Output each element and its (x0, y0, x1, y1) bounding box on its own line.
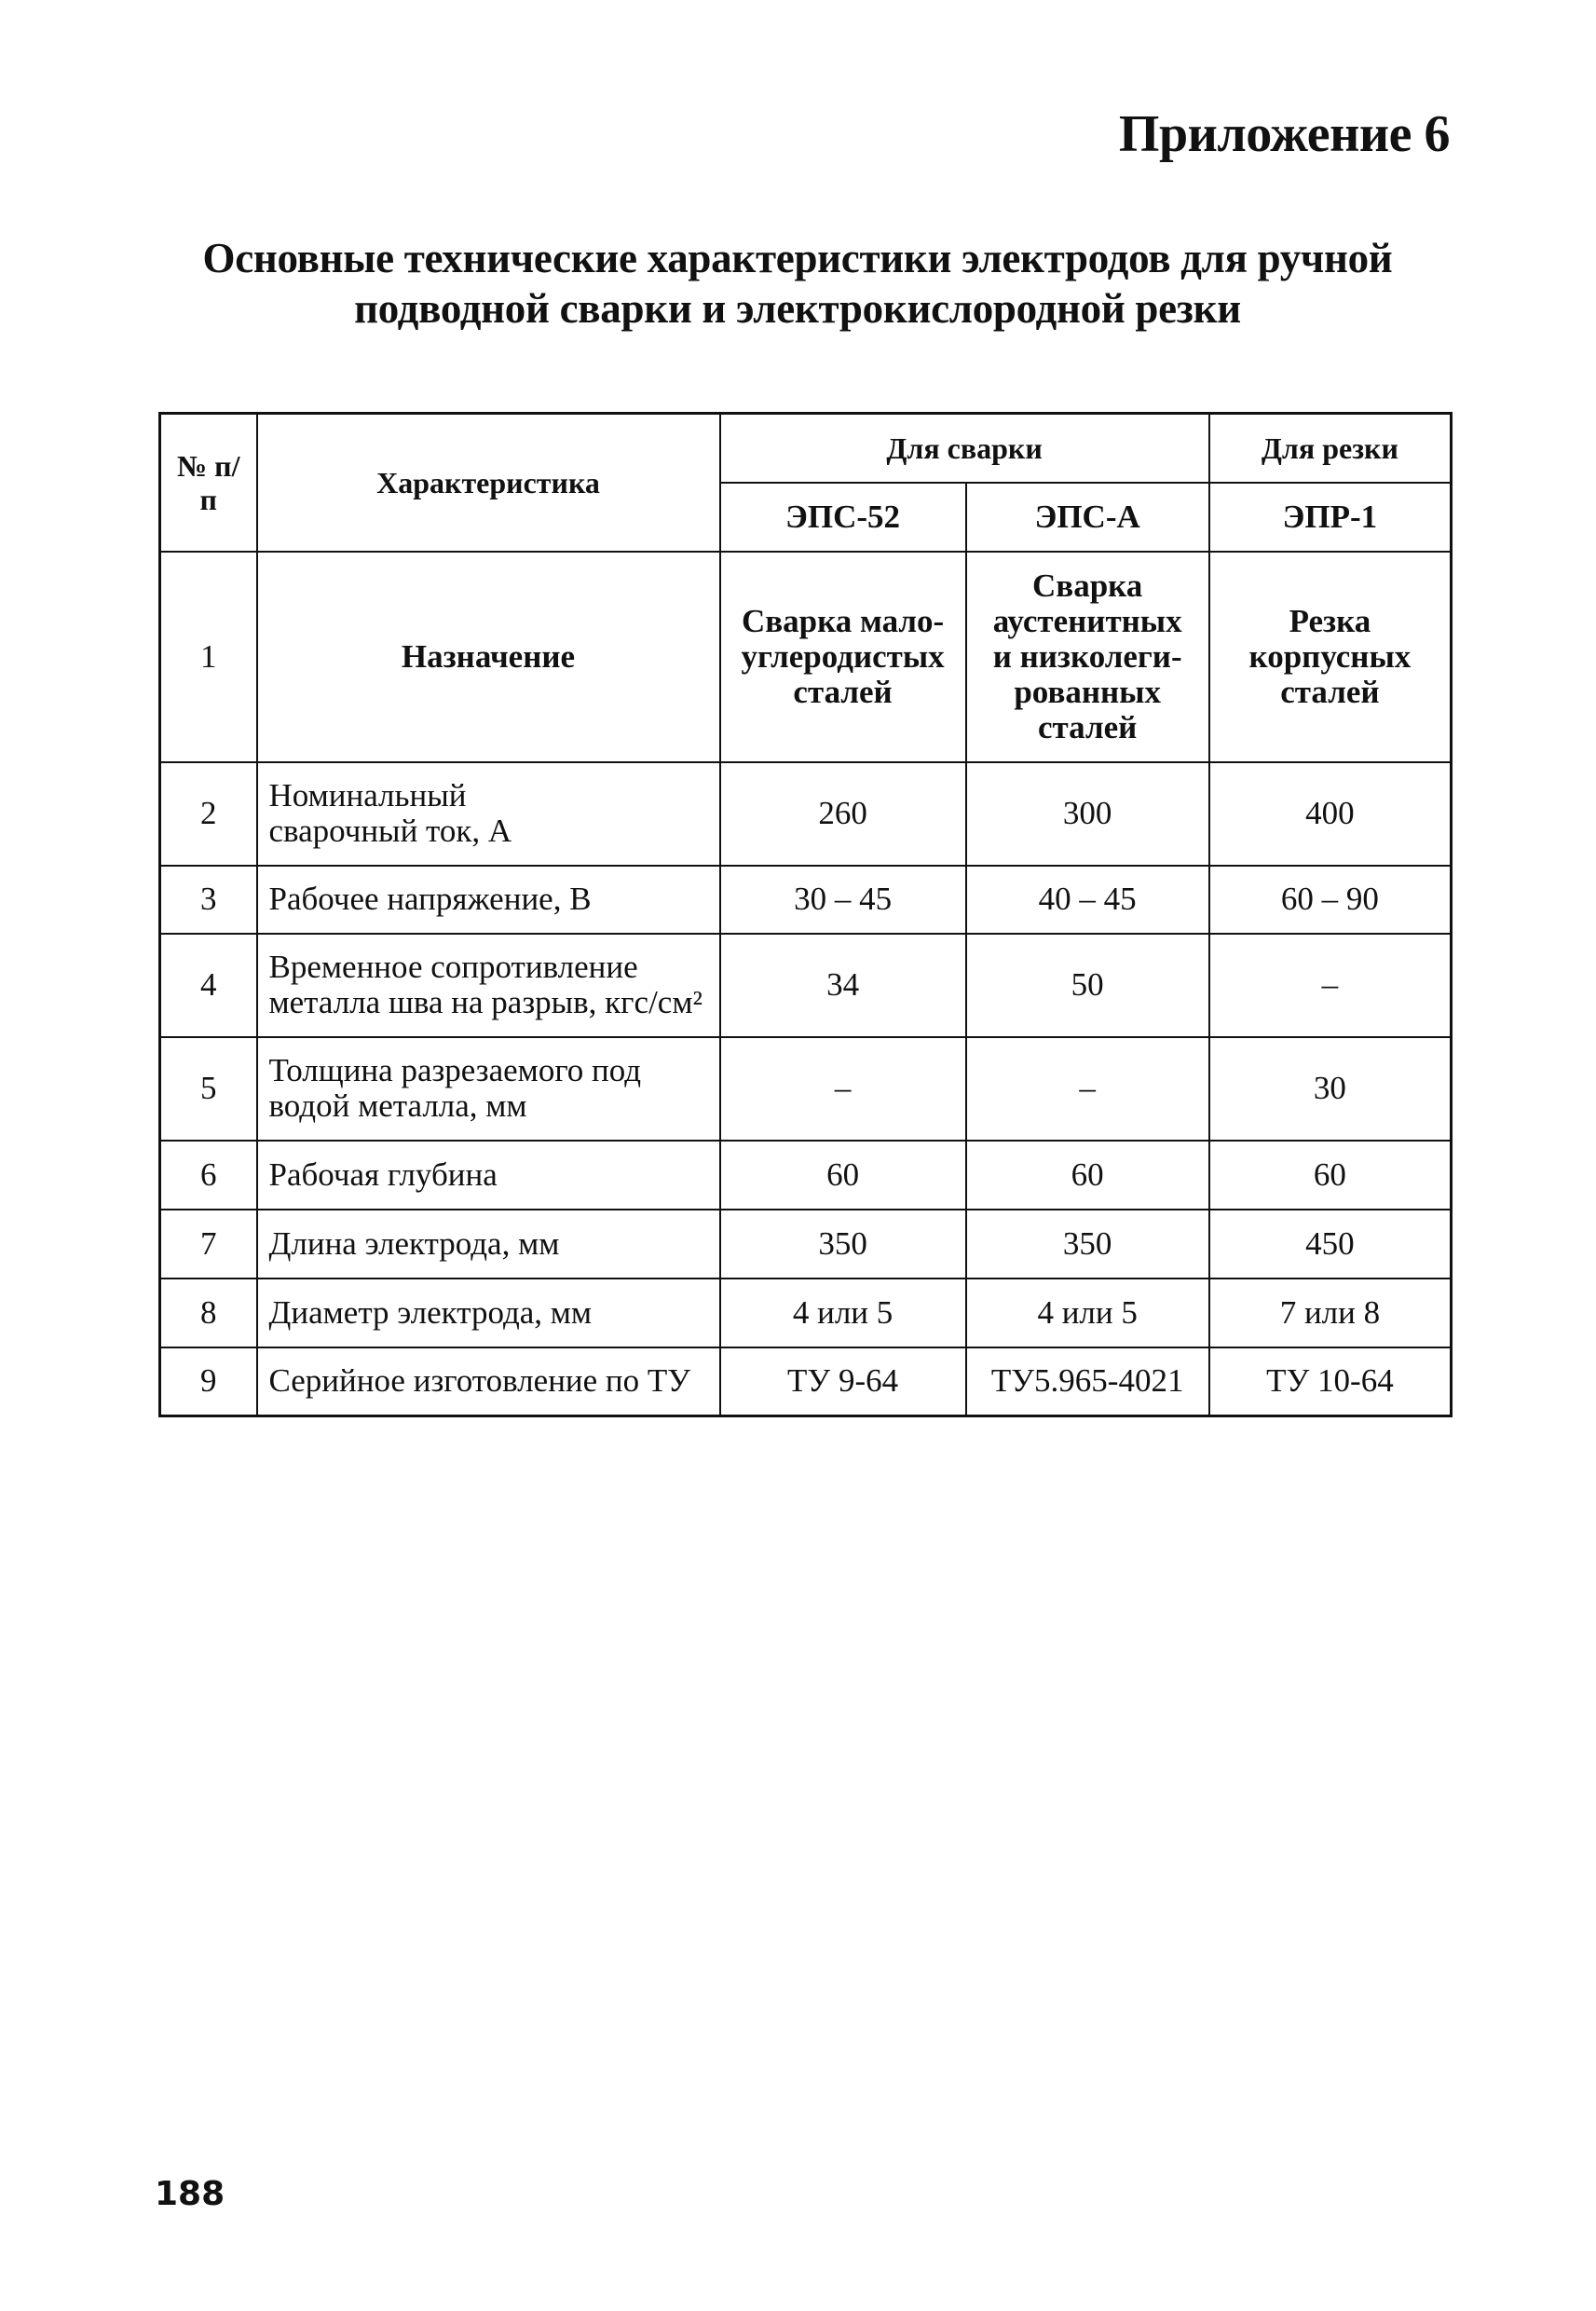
row-characteristic: Номинальный сварочный ток, А (257, 762, 720, 866)
row-num: 4 (160, 934, 257, 1037)
row-value-eps52: 350 (720, 1210, 966, 1279)
row-value-epr1: – (1209, 934, 1452, 1037)
page-number: 188 (155, 2175, 225, 2213)
row-value-epr1: 7 или 8 (1209, 1279, 1452, 1347)
row-value-epr1: 30 (1209, 1037, 1452, 1141)
row-value-epsa: – (966, 1037, 1209, 1141)
table-row (160, 1141, 1452, 1210)
electrode-spec-table (158, 412, 1453, 1417)
row-value-epsa: 60 (966, 1141, 1209, 1210)
table-row (160, 866, 1452, 934)
title-line-2: подводной сварки и электрокислородной резки (354, 285, 1241, 332)
row-value-epsa: 50 (966, 934, 1209, 1037)
row-num: 2 (160, 762, 257, 866)
row-characteristic: Серийное изготовление по ТУ (257, 1347, 720, 1416)
table-row (160, 1210, 1452, 1279)
title-line-1: Основные технические характеристики электродов для ручной (202, 235, 1393, 281)
row-value-epsa: ТУ5.965-4021 (966, 1347, 1209, 1416)
table-row (160, 762, 1452, 866)
document-title (80, 233, 1515, 334)
row-value-eps52: 260 (720, 762, 966, 866)
row-num: 7 (160, 1210, 257, 1279)
row-value-eps52: 30 – 45 (720, 866, 966, 934)
row-value-eps52: 4 или 5 (720, 1279, 966, 1347)
table-row (160, 1037, 1452, 1141)
row-value-epr1: Резка корпусных сталей (1209, 552, 1452, 762)
row-value-eps52: Сварка мало-углеродистых сталей (720, 552, 966, 762)
row-num: 1 (160, 552, 257, 762)
row-num: 9 (160, 1347, 257, 1416)
row-value-epr1: 450 (1209, 1210, 1452, 1279)
row-value-eps52: 34 (720, 934, 966, 1037)
row-value-epr1: 60 (1209, 1141, 1452, 1210)
row-value-epsa: Сварка аустенитных и низколеги-рованных сталей (966, 552, 1209, 762)
table-row (160, 552, 1452, 762)
header-characteristic: Характеристика (257, 414, 720, 552)
row-characteristic: Толщина разрезаемого под водой металла, мм (257, 1037, 720, 1141)
row-value-eps52: ТУ 9-64 (720, 1347, 966, 1416)
row-characteristic: Назначение (257, 552, 720, 762)
header-col-eps52: ЭПС-52 (720, 483, 966, 552)
row-characteristic: Рабочее напряжение, В (257, 866, 720, 934)
header-group-welding: Для сварки (720, 414, 1209, 483)
appendix-heading: Приложение 6 (1118, 105, 1450, 163)
row-num: 3 (160, 866, 257, 934)
row-value-epsa: 300 (966, 762, 1209, 866)
table-row (160, 1279, 1452, 1347)
row-characteristic: Диаметр электрода, мм (257, 1279, 720, 1347)
row-value-epr1: ТУ 10-64 (1209, 1347, 1452, 1416)
row-value-eps52: 60 (720, 1141, 966, 1210)
row-value-epr1: 400 (1209, 762, 1452, 866)
row-characteristic: Временное сопротивление металла шва на разрыв, кгс/см² (257, 934, 720, 1037)
row-value-epr1: 60 – 90 (1209, 866, 1452, 934)
table-row (160, 1347, 1452, 1416)
header-col-epr1: ЭПР-1 (1209, 483, 1452, 552)
row-num: 6 (160, 1141, 257, 1210)
header-col-epsa: ЭПС-А (966, 483, 1209, 552)
row-value-epsa: 4 или 5 (966, 1279, 1209, 1347)
table-row (160, 934, 1452, 1037)
row-num: 5 (160, 1037, 257, 1141)
header-group-cutting: Для резки (1209, 414, 1452, 483)
row-characteristic: Длина электрода, мм (257, 1210, 720, 1279)
header-num: № п/п (160, 414, 257, 552)
row-value-eps52: – (720, 1037, 966, 1141)
row-value-epsa: 350 (966, 1210, 1209, 1279)
row-value-epsa: 40 – 45 (966, 866, 1209, 934)
row-characteristic: Рабочая глубина (257, 1141, 720, 1210)
row-num: 8 (160, 1279, 257, 1347)
